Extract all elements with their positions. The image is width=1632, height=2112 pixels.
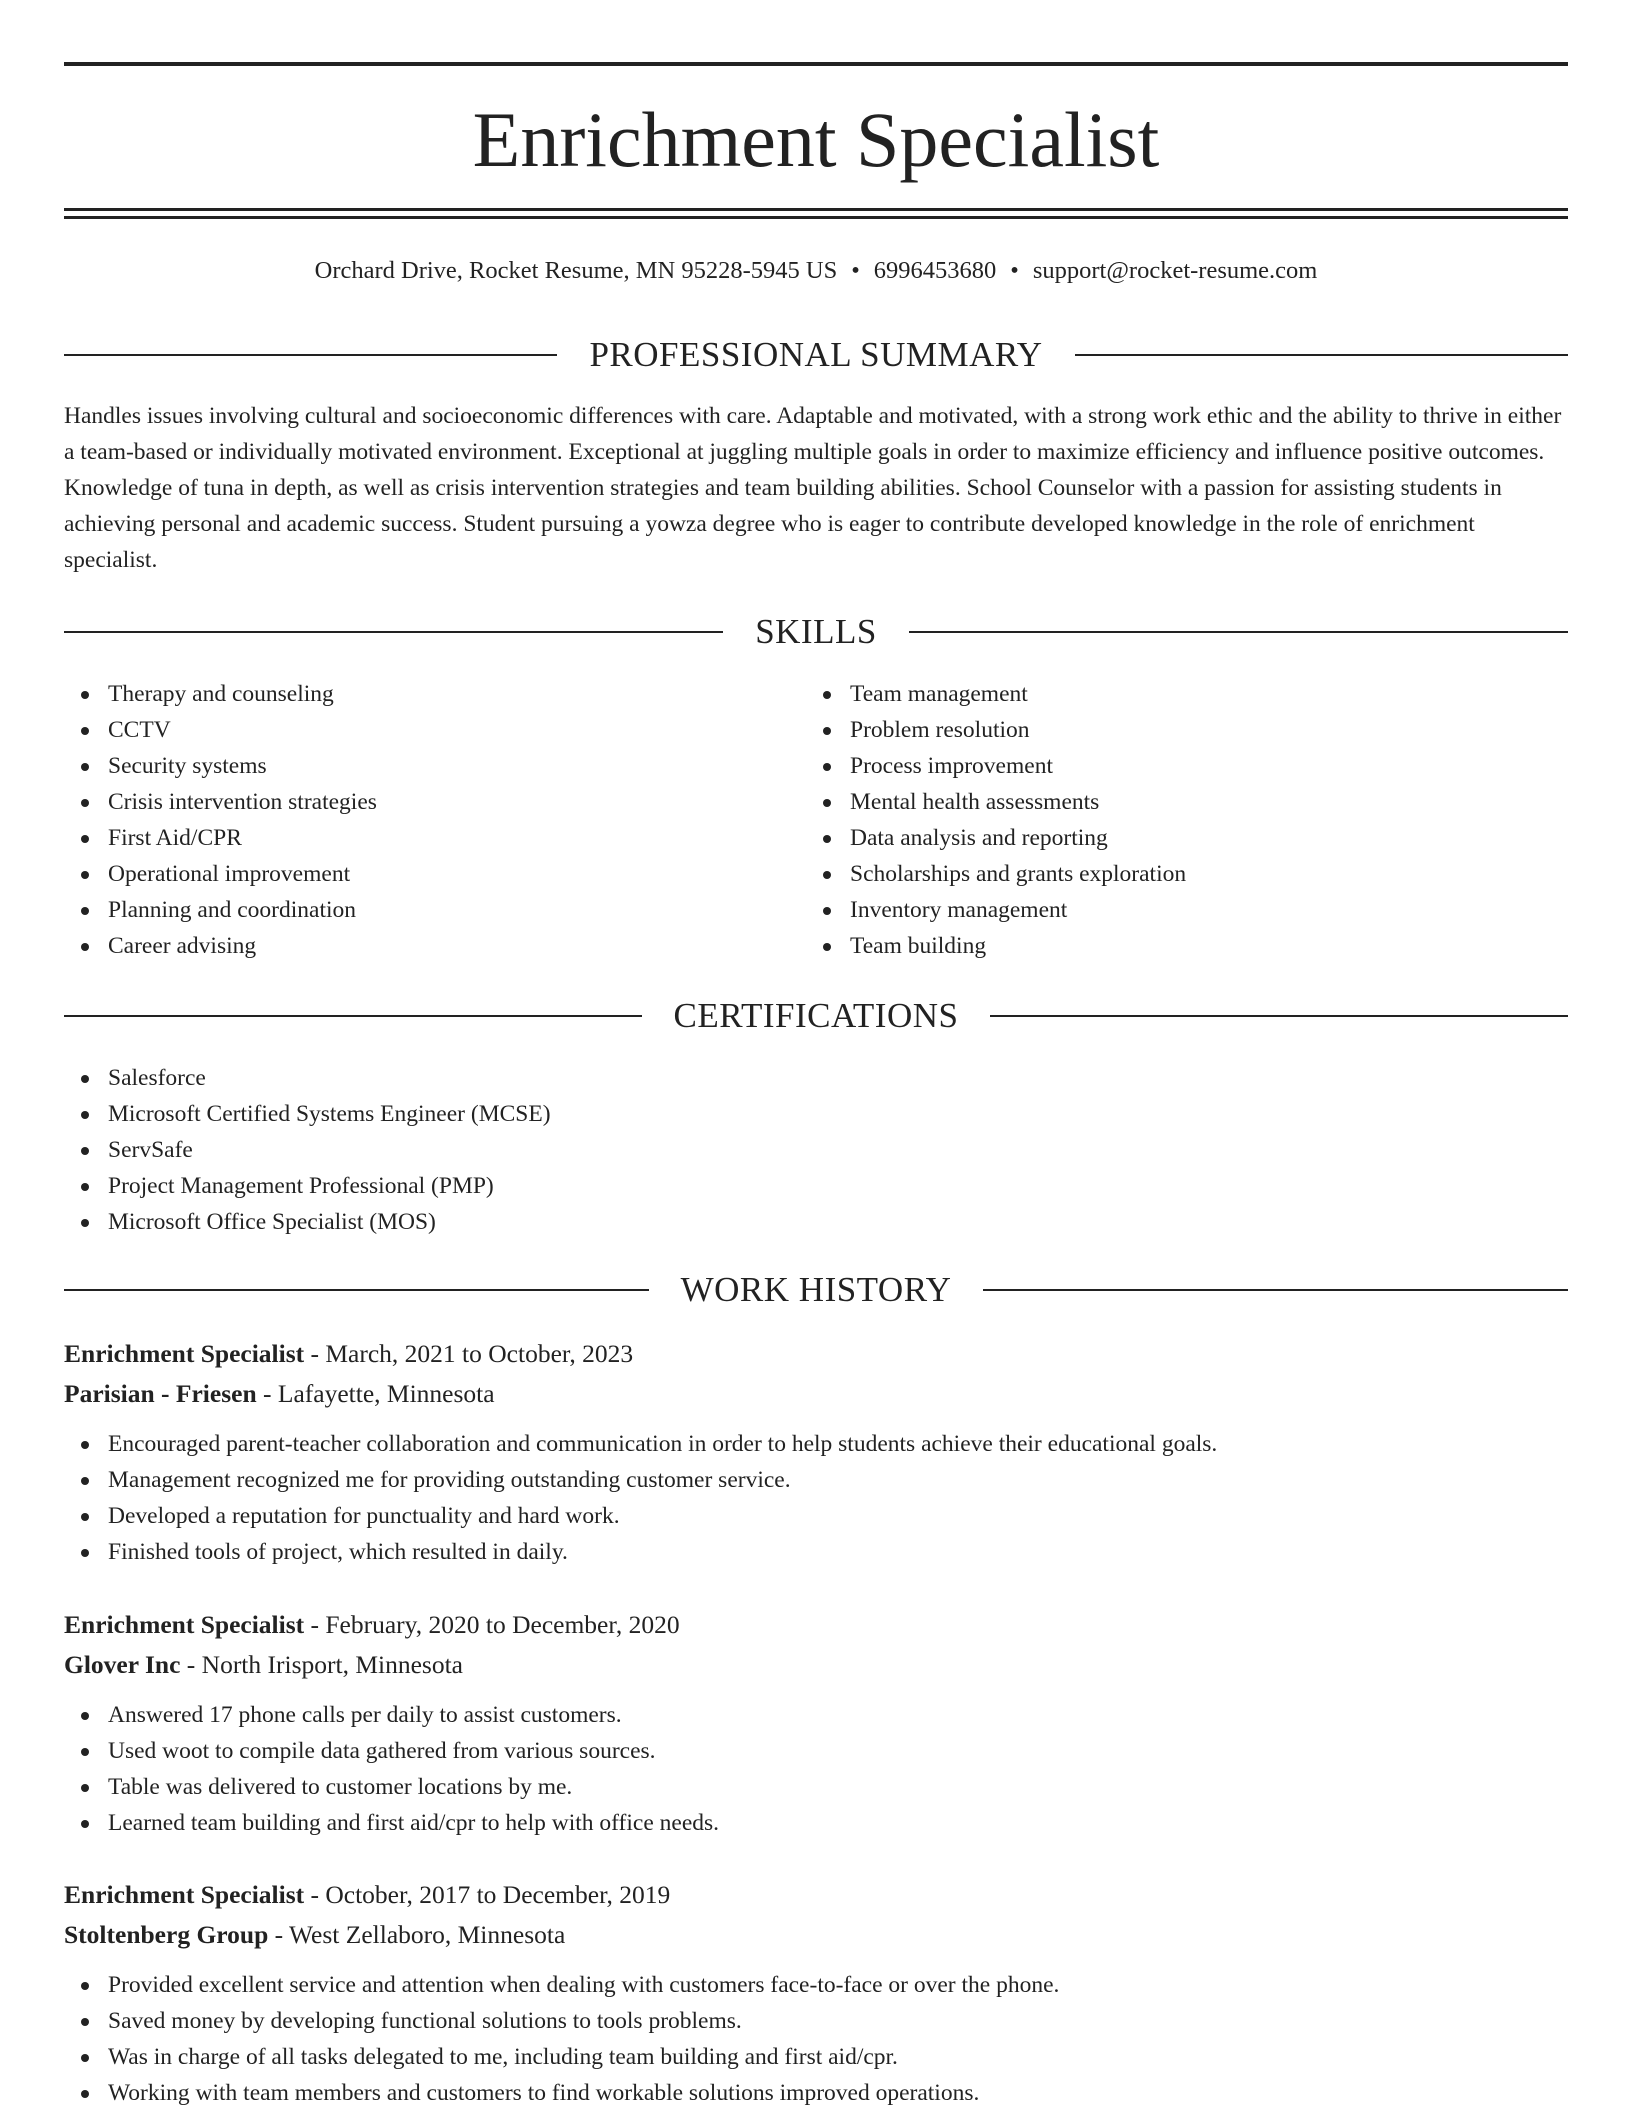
section-divider-left	[64, 1289, 649, 1291]
job-bullet: Used woot to compile data gathered from various sources.	[64, 1733, 1568, 1769]
job-company: Glover Inc	[64, 1650, 181, 1679]
job-company-line	[64, 1915, 1568, 1955]
job-dates: - October, 2017 to December, 2019	[304, 1880, 671, 1909]
skill-item: Operational improvement	[64, 856, 804, 892]
job-location: - West Zellaboro, Minnesota	[268, 1920, 566, 1949]
certifications-section-title: CERTIFICATIONS	[673, 996, 959, 1035]
job-bullet: Table was delivered to customer locations by me.	[64, 1769, 1568, 1805]
job-company: Parisian - Friesen	[64, 1379, 257, 1408]
section-divider-left	[64, 354, 557, 356]
skills-section-title: SKILLS	[755, 612, 877, 651]
job-bullet: Encouraged parent-teacher collaboration and communication in order to help students achieve their educational goals.	[64, 1426, 1568, 1462]
contact-separator: •	[851, 257, 860, 284]
job-entry	[64, 1334, 1568, 1570]
job-bullets	[64, 1426, 1568, 1570]
section-divider-right	[1075, 354, 1568, 356]
work-section-header	[64, 1268, 1568, 1312]
skill-item: Team building	[806, 928, 1546, 964]
header-top-rule	[64, 62, 1568, 66]
header-bottom-rule-lower	[64, 216, 1568, 219]
job-bullet: Provided excellent service and attention when dealing with customers face-to-face or over the phone.	[64, 1967, 1568, 2003]
summary-section-title: PROFESSIONAL SUMMARY	[589, 335, 1043, 374]
skill-item: Problem resolution	[806, 712, 1546, 748]
skills-section-header	[64, 610, 1568, 654]
job-location: - North Irisport, Minnesota	[180, 1650, 463, 1679]
job-location: - Lafayette, Minnesota	[256, 1379, 495, 1408]
job-bullets	[64, 1697, 1568, 1841]
job-role-line	[64, 1875, 1568, 1915]
section-divider-left	[64, 631, 723, 633]
job-dates: - February, 2020 to December, 2020	[304, 1610, 680, 1639]
summary-section-header	[64, 333, 1568, 377]
header-bottom-rule-upper	[64, 208, 1568, 211]
contact-email: support@rocket-resume.com	[1032, 257, 1318, 284]
job-role-line	[64, 1334, 1568, 1374]
job-role-line	[64, 1605, 1568, 1645]
certification-item: Salesforce	[64, 1060, 1568, 1096]
job-bullet: Was in charge of all tasks delegated to me, including team building and first aid/cpr.	[64, 2039, 1568, 2075]
contact-phone: 6996453680	[873, 257, 997, 284]
skill-item: Process improvement	[806, 748, 1546, 784]
skills-list-left	[64, 676, 804, 964]
skill-item: CCTV	[64, 712, 804, 748]
resume-name: Enrichment Specialist	[472, 96, 1160, 183]
certification-item: Microsoft Office Specialist (MOS)	[64, 1204, 1568, 1240]
skill-item: Therapy and counseling	[64, 676, 804, 712]
section-divider-right	[909, 631, 1568, 633]
section-divider-right	[990, 1015, 1568, 1017]
job-dates: - March, 2021 to October, 2023	[304, 1339, 634, 1368]
skill-item: Career advising	[64, 928, 804, 964]
skill-item: Security systems	[64, 748, 804, 784]
certifications-section-header	[64, 994, 1568, 1038]
job-title: Enrichment Specialist	[64, 1339, 305, 1368]
certification-item: Project Management Professional (PMP)	[64, 1168, 1568, 1204]
job-company-line	[64, 1645, 1568, 1685]
job-title: Enrichment Specialist	[64, 1880, 305, 1909]
job-bullet: Finished tools of project, which resulted in daily.	[64, 1534, 1568, 1570]
contact-address: Orchard Drive, Rocket Resume, MN 95228-5945 US	[314, 257, 838, 284]
skill-item: Scholarships and grants exploration	[806, 856, 1546, 892]
skill-item: Inventory management	[806, 892, 1546, 928]
skill-item: Crisis intervention strategies	[64, 784, 804, 820]
job-bullet: Saved money by developing functional solutions to tools problems.	[64, 2003, 1568, 2039]
job-entry	[64, 1875, 1568, 2111]
job-entry	[64, 1605, 1568, 1841]
job-bullet: Learned team building and first aid/cpr to help with office needs.	[64, 1805, 1568, 1841]
job-bullets	[64, 1967, 1568, 2111]
section-divider-left	[64, 1015, 642, 1017]
skills-list-right	[806, 676, 1546, 964]
job-company: Stoltenberg Group	[64, 1920, 269, 1949]
skill-item: First Aid/CPR	[64, 820, 804, 856]
certifications-list	[64, 1060, 1568, 1240]
certification-item: ServSafe	[64, 1132, 1568, 1168]
work-section-title: WORK HISTORY	[680, 1270, 952, 1309]
job-bullet: Working with team members and customers to find workable solutions improved operations.	[64, 2075, 1568, 2111]
job-bullet: Answered 17 phone calls per daily to assist customers.	[64, 1697, 1568, 1733]
job-title: Enrichment Specialist	[64, 1610, 305, 1639]
section-divider-right	[983, 1289, 1568, 1291]
certification-item: Microsoft Certified Systems Engineer (MCSE)	[64, 1096, 1568, 1132]
skill-item: Data analysis and reporting	[806, 820, 1546, 856]
job-company-line	[64, 1374, 1568, 1414]
skill-item: Mental health assessments	[806, 784, 1546, 820]
contact-line	[64, 254, 1568, 288]
summary-text: Handles issues involving cultural and socioeconomic differences with care. Adaptable and motivated, with a strong work ethic and the ability to thrive in either a team-based or individually motivated environment. Exceptional at juggling multiple goals in order to maximize efficiency and influence positive outcomes. Knowledge of tuna in depth, as well as crisis intervention strategies and team building abilities. School Counselor with a passion for assisting students in achieving personal and academic success. Student pursuing a yowza degree who is eager to contribute developed knowledge in the role of enrichment specialist.	[64, 403, 1562, 573]
job-bullet: Management recognized me for providing outstanding customer service.	[64, 1462, 1568, 1498]
skill-item: Planning and coordination	[64, 892, 804, 928]
job-bullet: Developed a reputation for punctuality and hard work.	[64, 1498, 1568, 1534]
skill-item: Team management	[806, 676, 1546, 712]
contact-separator: •	[1010, 257, 1019, 284]
